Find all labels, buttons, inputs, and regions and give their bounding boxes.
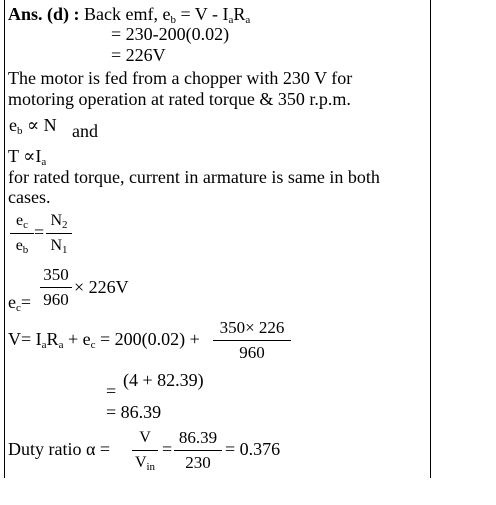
ratio-n-fraction: $N_2$ $N_1$ bbox=[46, 211, 72, 256]
step2-value: = 86.39 bbox=[106, 402, 162, 422]
ratio-eq: = bbox=[34, 222, 45, 242]
answer-line: Ans. (d) : Back emf, $e_b = V - I_aR_a$ bbox=[8, 4, 251, 26]
emf-step-2: = 226V bbox=[111, 45, 166, 65]
duty-num-fraction: 86.39 230 bbox=[174, 428, 222, 473]
duty-label: Duty ratio α = bbox=[8, 439, 111, 459]
eb-prop-n: $e_b \propto N$ bbox=[9, 115, 57, 137]
step1-value: (4 + 82.39) bbox=[123, 370, 204, 390]
step1-eq: = bbox=[106, 381, 117, 401]
ec-mult: × 226V bbox=[74, 277, 129, 297]
para1-line2: motoring operation at rated torque & 350 r.p.m. bbox=[8, 89, 351, 109]
and-text: and bbox=[72, 121, 98, 141]
emf-step-1: = 230-200(0.02) bbox=[111, 24, 230, 44]
duty-eq: = bbox=[162, 439, 173, 459]
back-emf-text: Back emf, e bbox=[84, 4, 171, 24]
ec-lhs: $e_c=$ bbox=[8, 292, 32, 314]
para2-line1: for rated torque, current in armature is same in both bbox=[8, 167, 380, 187]
left-border bbox=[4, 0, 5, 478]
answer-label: Ans. (d) : bbox=[8, 4, 80, 24]
duty-v-fraction: V $V_{in}$ bbox=[132, 428, 158, 473]
ratio-e-fraction: $e_c$ $e_b$ bbox=[10, 211, 34, 256]
t-prop-ia: $T \propto I_a$ bbox=[8, 146, 47, 168]
duty-result: = 0.376 bbox=[225, 439, 281, 459]
para1-line1: The motor is fed from a chopper with 230 V for bbox=[8, 68, 353, 88]
v-equation: $V= I_aR_a + e_c = 200(0.02)$ + bbox=[8, 329, 200, 351]
ec-fraction: 350 960 bbox=[40, 265, 72, 310]
v-fraction: 350× 226 960 bbox=[213, 318, 291, 363]
right-border bbox=[430, 0, 431, 478]
para2-line2: cases. bbox=[8, 187, 51, 207]
